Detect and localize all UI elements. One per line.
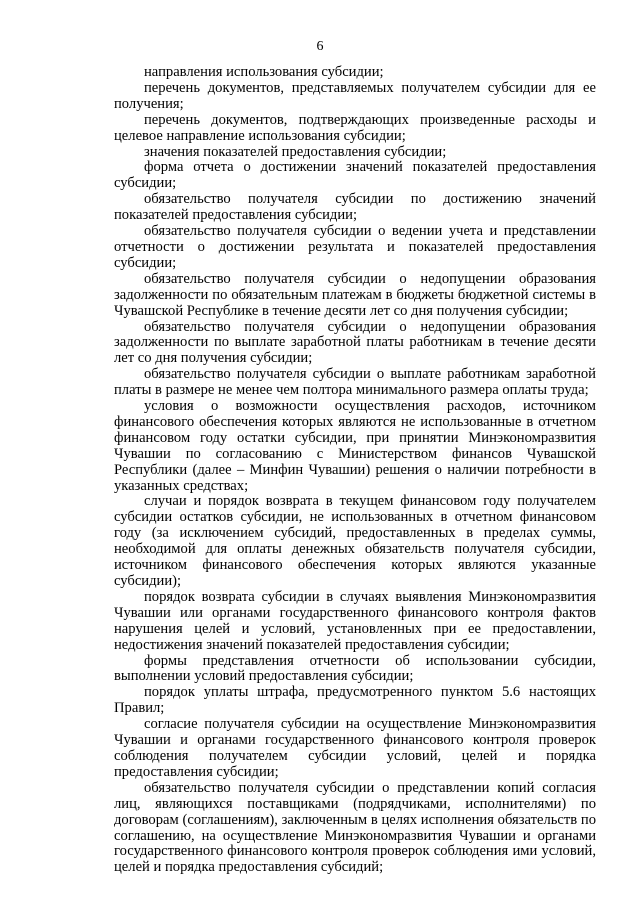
paragraph: перечень документов, представляемых получателем субсидии для ее получения; xyxy=(114,79,596,112)
paragraph: обязательство получателя субсидии о недопущении образования задолженности по обязательным платежам в бюджеты бюджетной системы в Чувашской Республике в течение десяти лет со дня получения субсидии; xyxy=(114,270,596,319)
paragraph: обязательство получателя субсидии по достижению значений показателей предоставления субсидии; xyxy=(114,191,596,224)
page-number: 6 xyxy=(316,39,324,54)
paragraph: обязательство получателя субсидии о выплате работникам заработной платы в размере не менее чем полтора минимального размера оплаты труда; xyxy=(114,366,596,399)
paragraph: случаи и порядок возврата в текущем финансовом году получателем субсидии остатков субсидии, не использованных в отчетном финансовом году (за исключением субсидий, предоставленных в пределах суммы, необходимой для оплаты денежных обязательств получателя субсидии, источником финансового обеспечения которых являются указанные субсидии); xyxy=(114,493,596,589)
paragraph: согласие получателя субсидии на осуществление Минэкономразвития Чувашии и органами государственного финансового контроля проверок соблюдения получателем субсидии условий, целей и порядка предоставления субсидии; xyxy=(114,716,596,780)
paragraph: порядок уплаты штрафа, предусмотренного пунктом 5.6 настоящих Правил; xyxy=(114,684,596,717)
paragraph: форма отчета о достижении значений показателей предоставления субсидии; xyxy=(114,159,596,192)
paragraph: обязательство получателя субсидии о ведении учета и представлении отчетности о достижении результата и показателей предоставления субсидии; xyxy=(114,223,596,271)
document-body xyxy=(114,65,596,876)
paragraph: обязательство получателя субсидии о недопущении образования задолженности по выплате заработной платы работникам в течение десяти лет со дня получения субсидии; xyxy=(114,318,596,367)
paragraph: перечень документов, подтверждающих произведенные расходы и целевое направление использования субсидии; xyxy=(114,111,596,144)
paragraph: условия о возможности осуществления расходов, источником финансового обеспечения которых являются не использованные в отчетном финансовом году остатки субсидии, при принятии Минэкономразвития Чувашии по согласованию с Министерством финансов Чувашской Республики (далее – Минфин Чувашии) решения о наличии потребности в указанных средствах; xyxy=(114,398,596,494)
paragraph: направления использования субсидии; xyxy=(144,64,384,80)
paragraph: значения показателей предоставления субсидии; xyxy=(144,143,447,160)
paragraph: формы представления отчетности об использовании субсидии, выполнении условий предоставления субсидии; xyxy=(114,652,596,685)
paragraph: порядок возврата субсидии в случаях выявления Минэкономразвития Чувашии или органами государственного финансового контроля фактов нарушения целей и условий, установленных при ее предоставлении, недостижения значений показателей предоставления субсидии; xyxy=(114,588,596,653)
paragraph: обязательство получателя субсидии о представлении копий согласия лиц, являющихся поставщиками (подрядчиками, исполнителями) по договорам (соглашениям), заключенным в целях исполнения обязательств по соглашению, на осуществление Минэкономразвития Чувашии и органами государственного финансового контроля проверок соблюдения ими условий, целей и порядка предоставления субсидий; xyxy=(114,779,596,876)
